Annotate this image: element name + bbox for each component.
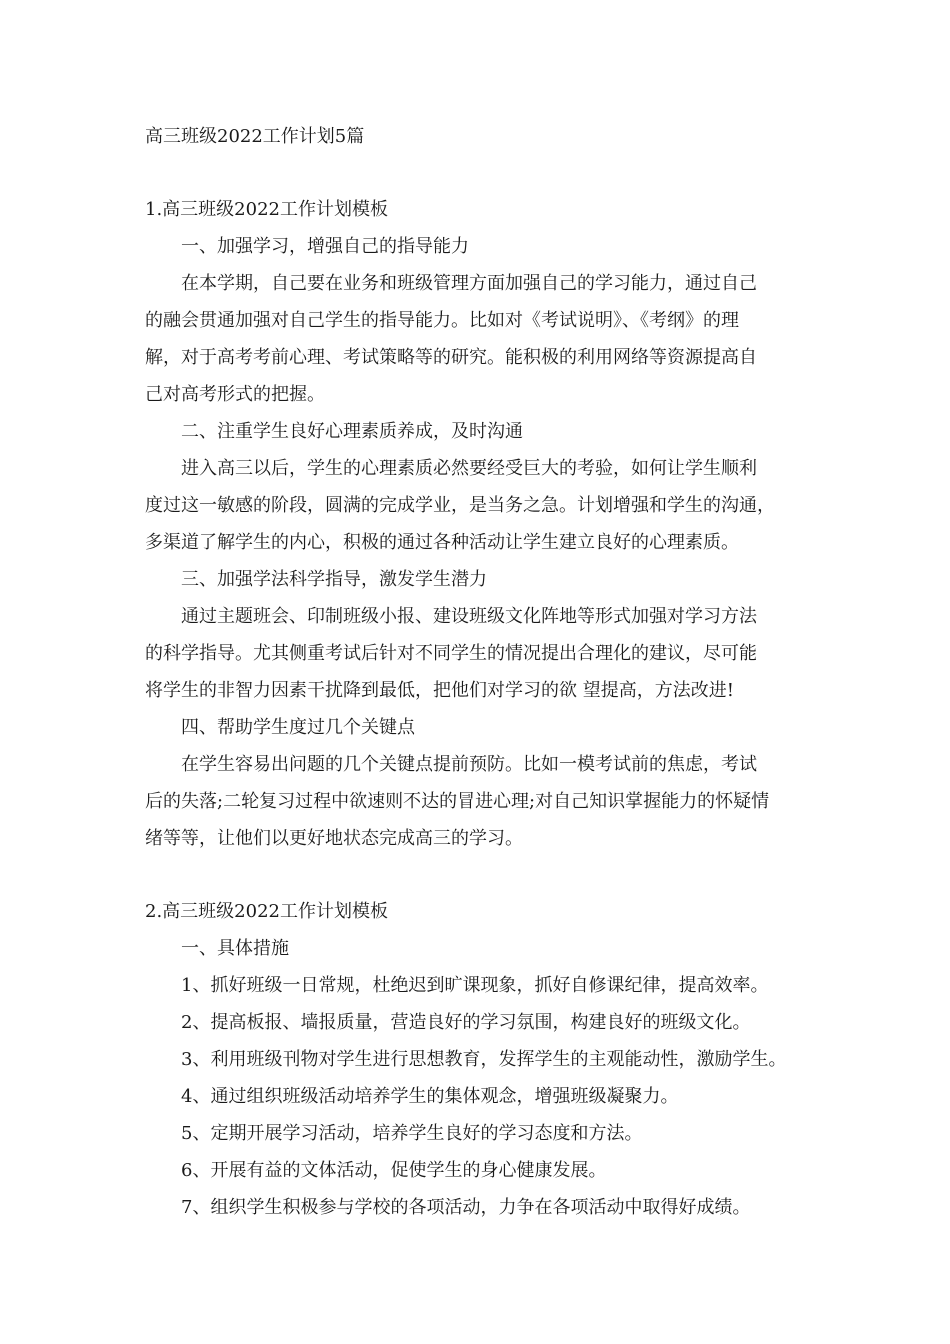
section-1-title: 1.高三班级2022工作计划模板 (145, 199, 388, 220)
section-1-heading-3: 三、加强学法科学指导，激发学生潜力 (181, 569, 487, 590)
paragraph-line: 在本学期，自己要在业务和班级管理方面加强自己的学习能力，通过自己 (181, 273, 757, 294)
paragraph-line: 绪等等，让他们以更好地状态完成高三的学习。 (145, 828, 523, 849)
paragraph-line: 后的失落;二轮复习过程中欲速则不达的冒进心理;对自己知识掌握能力的怀疑情 (145, 791, 770, 812)
paragraph-line: 多渠道了解学生的内心，积极的通过各种活动让学生建立良好的心理素质。 (145, 532, 739, 553)
section-2-heading-1: 一、具体措施 (181, 938, 289, 959)
paragraph-line: 通过主题班会、印制班级小报、建设班级文化阵地等形式加强对学习方法 (181, 606, 757, 627)
list-item: 1、抓好班级一日常规，杜绝迟到旷课现象，抓好自修课纪律，提高效率。 (181, 975, 769, 996)
paragraph-line: 解，对于高考考前心理、考试策略等的研究。能积极的利用网络等资源提高自 (145, 347, 757, 368)
paragraph-line: 己对高考形式的把握。 (145, 384, 325, 405)
list-item: 4、通过组织班级活动培养学生的集体观念，增强班级凝聚力。 (181, 1086, 679, 1107)
paragraph-line: 进入高三以后，学生的心理素质必然要经受巨大的考验，如何让学生顺利 (181, 458, 757, 479)
section-1-heading-4: 四、帮助学生度过几个关键点 (181, 717, 415, 738)
section-1-heading-2: 二、注重学生良好心理素质养成，及时沟通 (181, 421, 523, 442)
paragraph-line: 度过这一敏感的阶段，圆满的完成学业，是当务之急。计划增强和学生的沟通， (145, 495, 775, 516)
list-item: 6、开展有益的文体活动，促使学生的身心健康发展。 (181, 1160, 607, 1181)
paragraph-line: 的融会贯通加强对自己学生的指导能力。比如对《考试说明》、《考纲》的理 (145, 310, 739, 331)
list-item: 2、提高板报、墙报质量，营造良好的学习氛围，构建良好的班级文化。 (181, 1012, 751, 1033)
section-2-title: 2.高三班级2022工作计划模板 (145, 901, 388, 922)
document-title: 高三班级2022工作计划5篇 (145, 126, 365, 147)
paragraph-line: 将学生的非智力因素干扰降到最低，把他们对学习的欲 望提高，方法改进! (145, 680, 734, 701)
paragraph-line: 的科学指导。尤其侧重考试后针对不同学生的情况提出合理化的建议，尽可能 (145, 643, 757, 664)
paragraph-line: 在学生容易出问题的几个关键点提前预防。比如一模考试前的焦虑，考试 (181, 754, 757, 775)
list-item: 3、利用班级刊物对学生进行思想教育，发挥学生的主观能动性，激励学生。 (181, 1049, 787, 1070)
document-body (145, 118, 825, 1226)
section-1-heading-1: 一、加强学习，增强自己的指导能力 (181, 236, 469, 257)
section-gap (145, 857, 825, 893)
list-item: 7、组织学生积极参与学校的各项活动，力争在各项活动中取得好成绩。 (181, 1197, 751, 1218)
list-item: 5、定期开展学习活动，培养学生良好的学习态度和方法。 (181, 1123, 643, 1144)
